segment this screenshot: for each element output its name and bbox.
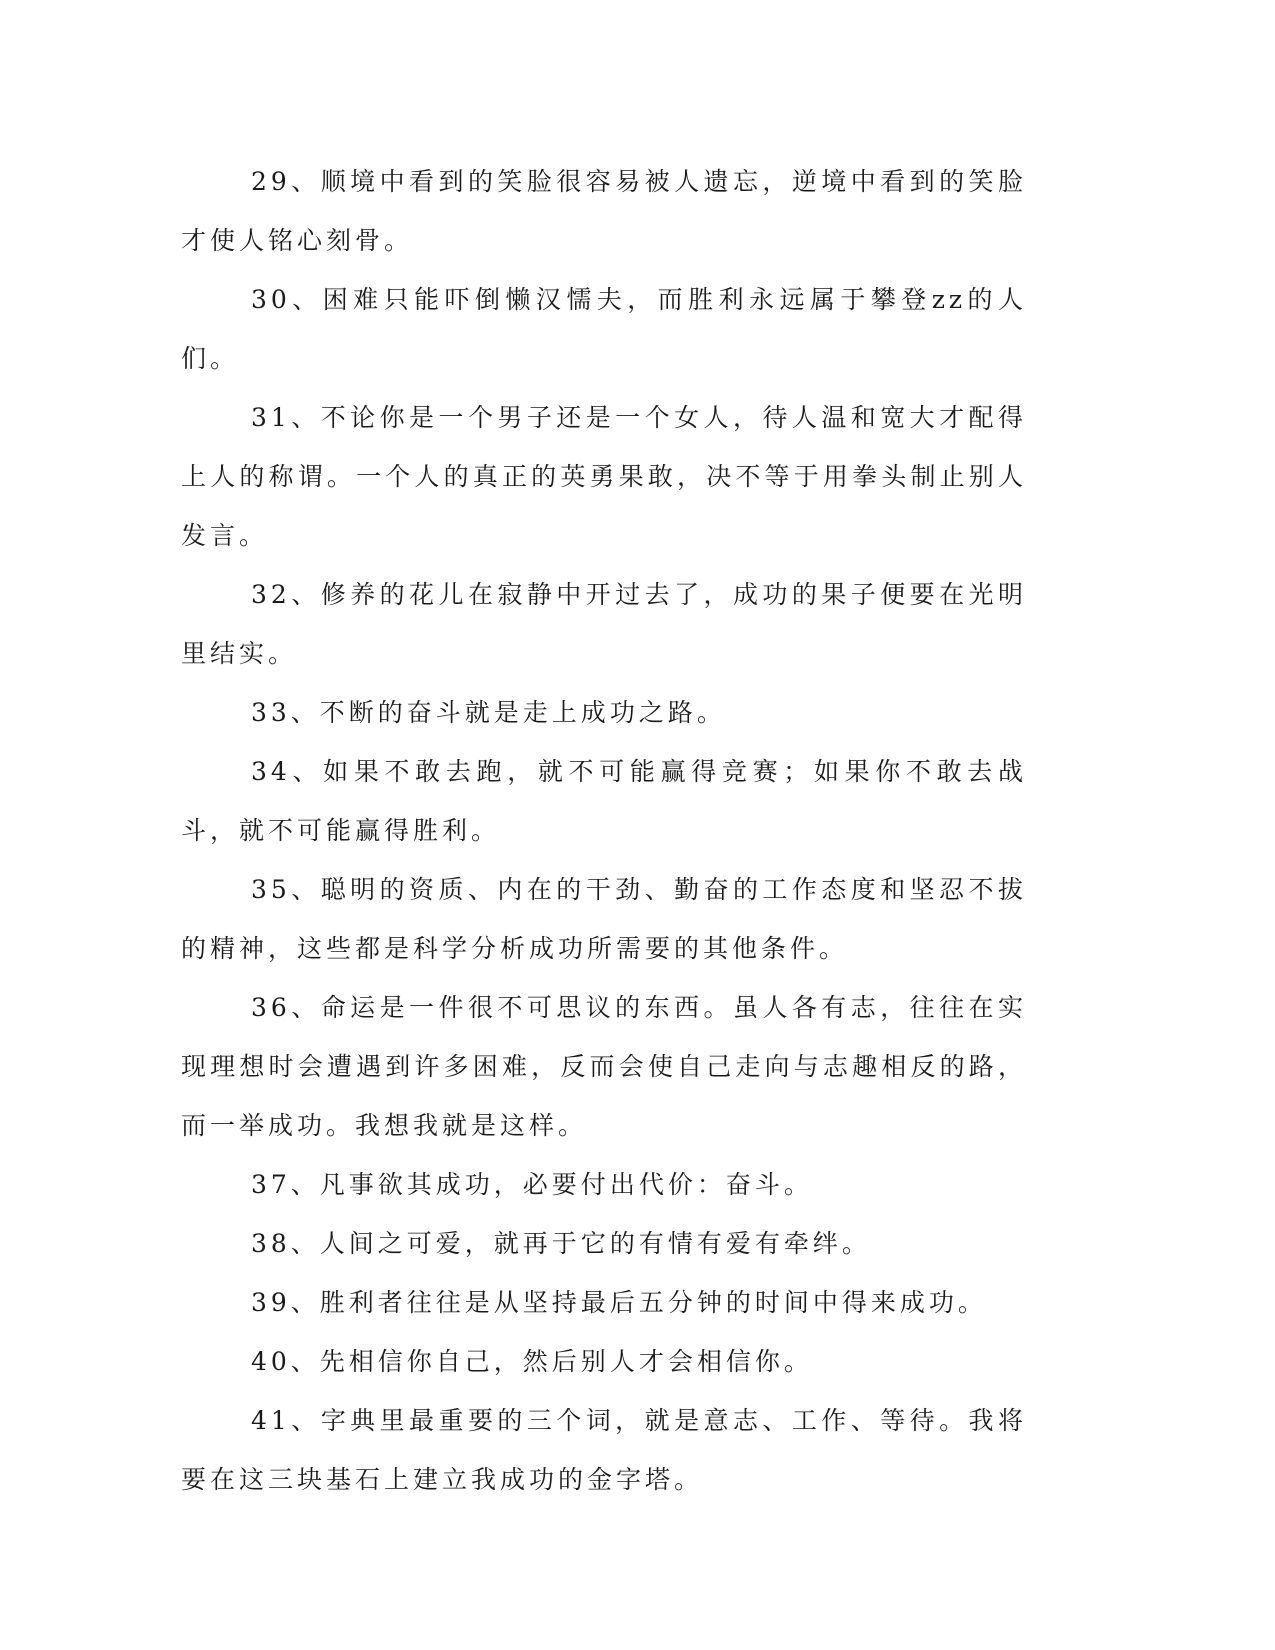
paragraph-34: 34、如果不敢去跑，就不可能赢得竞赛；如果你不敢去战斗，就不可能赢得胜利。 [181, 757, 1027, 845]
paragraph-30: 30、困难只能吓倒懒汉懦夫，而胜利永远属于攀登zz的人们。 [181, 285, 1027, 373]
paragraph-37: 37、凡事欲其成功，必要付出代价：奋斗。 [251, 1170, 813, 1199]
paragraph-38: 38、人间之可爱，就再于它的有情有爱有牵绊。 [251, 1229, 871, 1258]
paragraph-40: 40、先相信你自己，然后别人才会相信你。 [251, 1347, 813, 1376]
paragraph-29: 29、顺境中看到的笑脸很容易被人遗忘，逆境中看到的笑脸才使人铭心刻骨。 [181, 167, 1027, 255]
document-body [181, 152, 1027, 1509]
paragraph-33: 33、不断的奋斗就是走上成功之路。 [251, 698, 726, 727]
paragraph-35: 35、聪明的资质、内在的干劲、勤奋的工作态度和坚忍不拔的精神，这些都是科学分析成功所需要的其他条件。 [181, 875, 1027, 963]
paragraph-32: 32、修养的花儿在寂静中开过去了，成功的果子便要在光明里结实。 [181, 580, 1027, 668]
paragraph-31: 31、不论你是一个男子还是一个女人，待人温和宽大才配得上人的称谓。一个人的真正的英勇果敢，决不等于用拳头制止别人发言。 [181, 403, 1027, 550]
paragraph-36: 36、命运是一件很不可思议的东西。虽人各有志，往往在实现理想时会遭遇到许多困难，反而会使自己走向与志趣相反的路，而一举成功。我想我就是这样。 [181, 993, 1027, 1140]
paragraph-41: 41、字典里最重要的三个词，就是意志、工作、等待。我将要在这三块基石上建立我成功的金字塔。 [181, 1406, 1027, 1494]
paragraph-39: 39、胜利者往往是从坚持最后五分钟的时间中得来成功。 [251, 1288, 987, 1317]
